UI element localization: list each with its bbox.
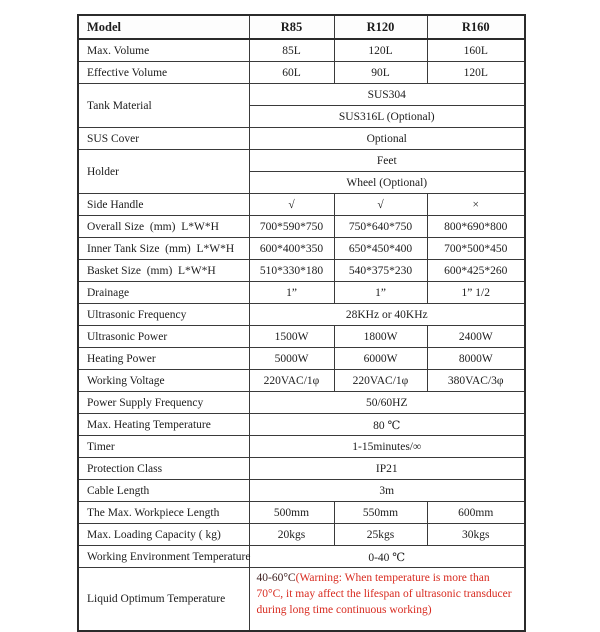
spec-value-cell-merged: Optional [249,128,525,150]
spec-value-cell-merged: SUS304 [249,84,525,106]
table-row [78,304,525,326]
spec-label-cell: Timer [78,436,249,458]
spec-label-cell: Working Environment Temperature [78,546,249,568]
table-row [78,392,525,414]
table-row [78,238,525,260]
table-row [78,480,525,502]
table-row [78,524,525,546]
table-row [78,216,525,238]
spec-value-cell: 6000W [334,348,427,370]
spec-value-cell-merged: 28KHz or 40KHz [249,304,525,326]
spec-value-cell-merged: 50/60HZ [249,392,525,414]
spec-label-cell: Drainage [78,282,249,304]
spec-label-cell: Overall Size (mm) L*W*H [78,216,249,238]
spec-value-cell-merged: SUS316L (Optional) [249,106,525,128]
spec-value-cell: 550mm [334,502,427,524]
spec-value-cell: 8000W [427,348,525,370]
spec-value-cell: 600*400*350 [249,238,334,260]
table-row [78,458,525,480]
table-row [78,436,525,458]
spec-value-cell: 650*450*400 [334,238,427,260]
table-row [78,260,525,282]
specification-table [77,14,526,632]
spec-label-cell: Tank Material [78,84,249,128]
spec-label-cell: Power Supply Frequency [78,392,249,414]
table-row [78,84,525,106]
spec-value-cell: 60L [249,62,334,84]
spec-value-cell: 85L [249,39,334,62]
spec-label-cell: The Max. Workpiece Length [78,502,249,524]
spec-label-cell: Protection Class [78,458,249,480]
spec-value-cell: 1500W [249,326,334,348]
spec-value-cell: 750*640*750 [334,216,427,238]
spec-value-cell: 510*330*180 [249,260,334,282]
spec-value-cell: 500mm [249,502,334,524]
spec-label-cell: SUS Cover [78,128,249,150]
spec-label-cell: Max. Heating Temperature [78,414,249,436]
spec-label-cell: Liquid Optimum Temperature [78,568,249,632]
spec-value-cell-merged: Feet [249,150,525,172]
spec-value-cell: 1800W [334,326,427,348]
table-row [78,194,525,216]
warning-text: (Warning: When temperature is more than 70°C, it may affect the lifespan of ultrasonic transducer during long time continuous working) [256,572,512,616]
table-row [78,150,525,172]
spec-value-cell: 5000W [249,348,334,370]
spec-value-cell: 20kgs [249,524,334,546]
spec-value-cell: 1” [334,282,427,304]
spec-label-cell: Holder [78,150,249,194]
spec-label-cell: Effective Volume [78,62,249,84]
spec-value-cell: 1” [249,282,334,304]
spec-warning-cell [249,568,525,632]
spec-label-cell: Basket Size (mm) L*W*H [78,260,249,282]
spec-label-cell: Ultrasonic Power [78,326,249,348]
table-row [78,546,525,568]
table-row [78,502,525,524]
spec-value-cell: 120L [427,62,525,84]
spec-value-cell: 25kgs [334,524,427,546]
spec-value-cell: 1” 1/2 [427,282,525,304]
spec-value-cell: 220VAC/1φ [249,370,334,392]
column-header-r120: R120 [334,15,427,39]
spec-label-cell: Cable Length [78,480,249,502]
table-row [78,370,525,392]
spec-value-cell: 160L [427,39,525,62]
spec-value-cell: 600mm [427,502,525,524]
spec-value-cell-merged: IP21 [249,458,525,480]
warning-value-prefix: 40-60°C [256,572,296,584]
table-header-row [78,15,525,39]
spec-label-cell: Max. Loading Capacity ( kg) [78,524,249,546]
spec-label-cell: Working Voltage [78,370,249,392]
spec-value-cell: 700*500*450 [427,238,525,260]
spec-value-cell: √ [249,194,334,216]
spec-value-cell-merged: 0-40 ℃ [249,546,525,568]
table-row [78,414,525,436]
spec-value-cell: 90L [334,62,427,84]
spec-value-cell: 30kgs [427,524,525,546]
spec-value-cell: 380VAC/3φ [427,370,525,392]
table-row [78,348,525,370]
spec-value-cell: √ [334,194,427,216]
spec-value-cell-merged: 80 ℃ [249,414,525,436]
table-row [78,326,525,348]
spec-value-cell-merged: 3m [249,480,525,502]
spec-value-cell: × [427,194,525,216]
spec-label-cell: Side Handle [78,194,249,216]
column-header-r160: R160 [427,15,525,39]
spec-label-cell: Inner Tank Size (mm) L*W*H [78,238,249,260]
spec-value-cell: 540*375*230 [334,260,427,282]
spec-label-cell: Ultrasonic Frequency [78,304,249,326]
spec-value-cell-merged: 1-15minutes/∞ [249,436,525,458]
spec-label-cell: Heating Power [78,348,249,370]
spec-value-cell: 2400W [427,326,525,348]
spec-value-cell-merged: Wheel (Optional) [249,172,525,194]
spec-value-cell: 220VAC/1φ [334,370,427,392]
table-row [78,39,525,62]
column-header-r85: R85 [249,15,334,39]
table-row [78,128,525,150]
spec-value-cell: 600*425*260 [427,260,525,282]
table-row [78,568,525,632]
column-header-model: Model [78,15,249,39]
spec-value-cell: 800*690*800 [427,216,525,238]
spec-value-cell: 700*590*750 [249,216,334,238]
table-row [78,282,525,304]
spec-label-cell: Max. Volume [78,39,249,62]
spec-value-cell: 120L [334,39,427,62]
table-row [78,62,525,84]
